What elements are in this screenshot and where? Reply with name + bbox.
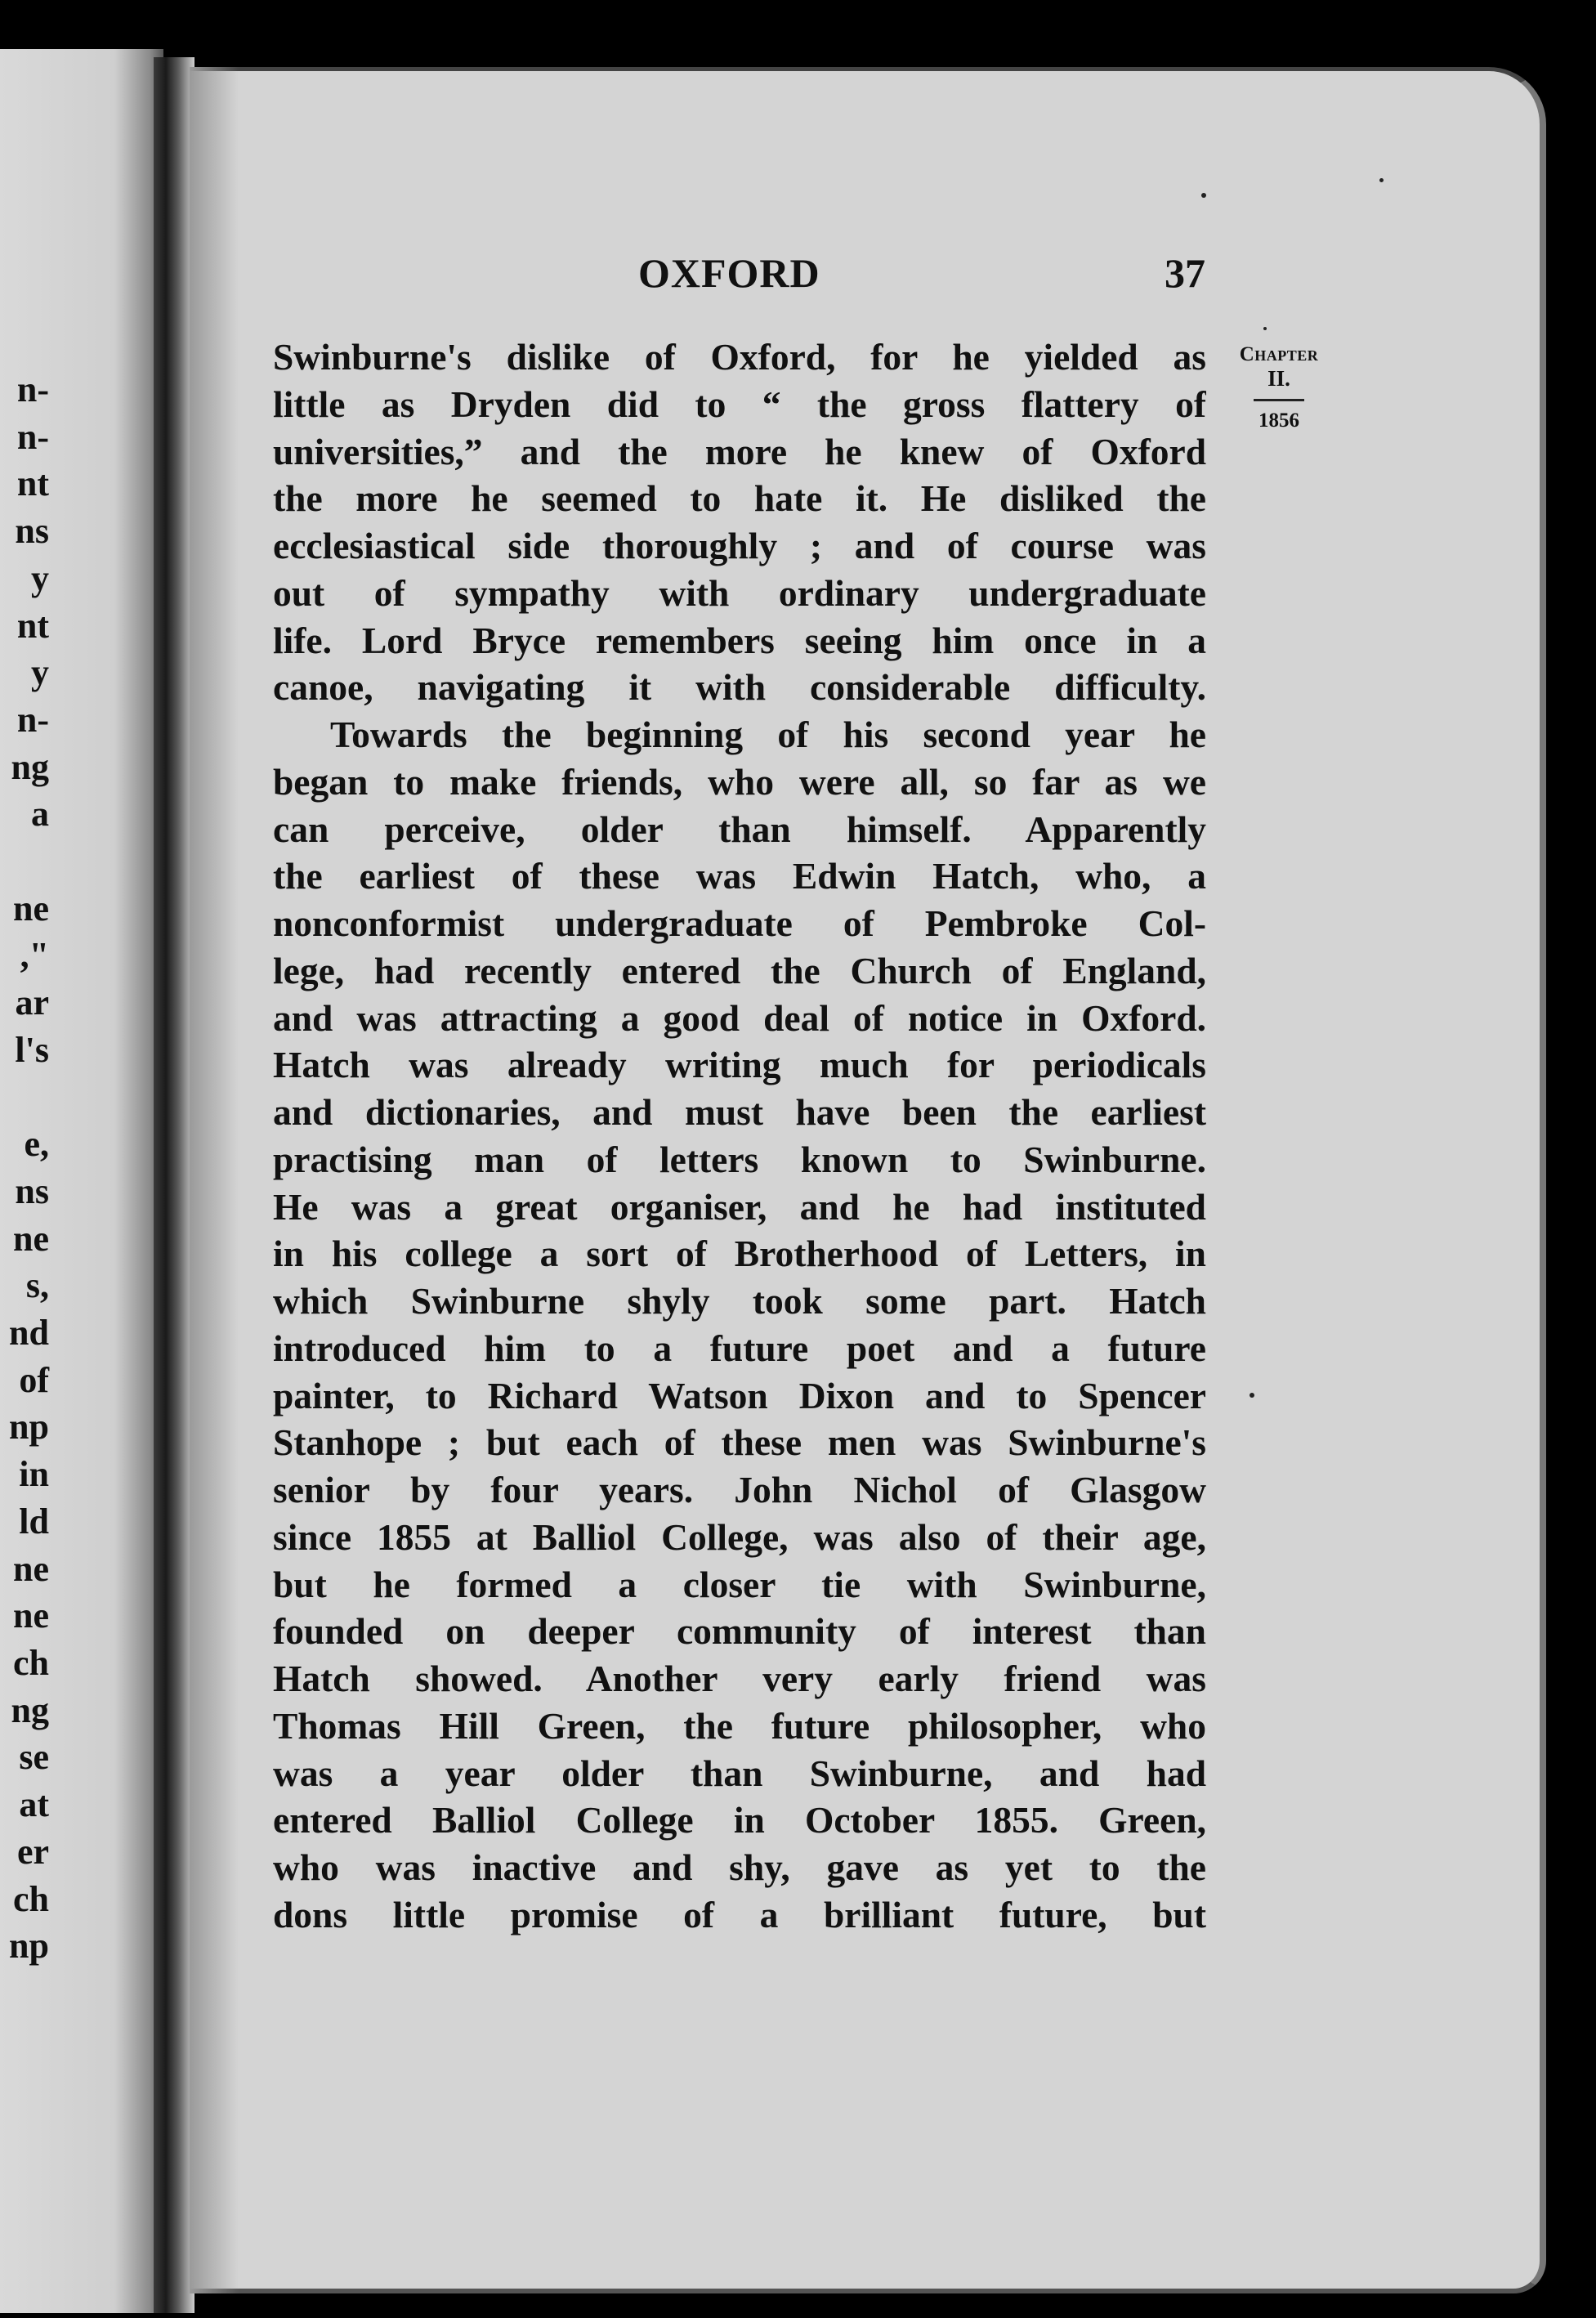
text-line: since 1855 at Balliol College, was also of their age, [273,1515,1206,1558]
text-line: painter, to Richard Watson Dixon and to Spencer [273,1374,1206,1416]
text-line: lege, had recently entered the Church of England, [273,949,1206,991]
text-line: and dictionaries, and must have been the earliest [273,1091,1206,1133]
dust-speck [1250,1393,1254,1398]
paragraph [273,711,1206,1939]
text-line: Towards the beginning of his second year he [330,714,1206,755]
margin-chapter-label: Chapter [1239,343,1319,365]
running-title: OXFORD [638,250,820,296]
text-line: introduced him to a future poet and a future [273,1327,1206,1369]
dust-speck [1263,327,1267,330]
book-gutter [154,57,194,2313]
text-line: little as Dryden did to “ the gross flattery of [273,383,1206,425]
facing-page-edge [0,49,163,2313]
text-line: Hatch showed. Another very early friend was [273,1658,1206,1699]
text-line: can perceive, older than himself. Apparently [273,808,1206,850]
text-line: senior by four years. John Nichol of Glasgow [273,1469,1206,1510]
text-line: and was attracting a good deal of notice in Oxford. [273,996,1206,1039]
text-line: but he formed a closer tie with Swinburne, [273,1563,1206,1605]
text-line: the more he seemed to hate it. He disliked the [273,477,1206,520]
text-line: ecclesiastical side thoroughly ; and of course was [273,525,1206,566]
paragraph [273,333,1206,711]
text-line: was a year older than Swinburne, and had [273,1752,1206,1794]
body-text [273,333,1206,1939]
text-line: Thomas Hill Green, the future philosopher, who [273,1704,1206,1747]
margin-year: 1856 [1258,409,1299,432]
text-line: canoe, navigating it with considerable difficulty. [273,666,1206,709]
margin-chapter-numeral: II. [1267,366,1290,391]
text-line: began to make friends, who were all, so far as we [273,760,1206,803]
text-line: practising man of letters known to Swinburne. [273,1138,1206,1180]
text-line: entered Balliol College in October 1855. Green, [273,1799,1206,1841]
running-head [274,249,1205,307]
page-shadow [190,67,239,2293]
dust-speck [1201,193,1206,198]
text-line: Stanhope ; but each of these men was Swinburne's [273,1421,1206,1464]
page-number: 37 [1165,250,1205,296]
facing-page-text-fragments: n- n- nt ns y nt y n- ng a ne ," ar l's e, ns ne s, nd of np in ld ne ne ch ng se at er ch np [9,369,49,1967]
text-line: nonconformist undergraduate of Pembroke Col- [273,902,1206,944]
text-line: Swinburne's dislike of Oxford, for he yielded as [273,336,1206,378]
text-line: who was inactive and shy, gave as yet to the [273,1846,1206,1888]
text-line: out of sympathy with ordinary undergraduate [273,571,1206,614]
text-line: life. Lord Bryce remembers seeing him once in a [273,619,1206,661]
text-line: He was a great organiser, and he had instituted [273,1185,1206,1228]
text-line: universities,” and the more he knew of Oxford [273,430,1206,472]
margin-rule [1254,399,1304,401]
text-line: which Swinburne shyly took some part. Hatch [273,1280,1206,1322]
text-line: in his college a sort of Brotherhood of Letters, in [273,1233,1206,1275]
text-line: the earliest of these was Edwin Hatch, who, a [273,855,1206,897]
text-line: Hatch was already writing much for periodicals [273,1044,1206,1086]
dust-speck [1379,178,1384,182]
text-line: dons little promise of a brilliant future, but [273,1893,1206,1935]
margin-note [1218,343,1340,432]
text-line: founded on deeper community of interest than [273,1610,1206,1653]
